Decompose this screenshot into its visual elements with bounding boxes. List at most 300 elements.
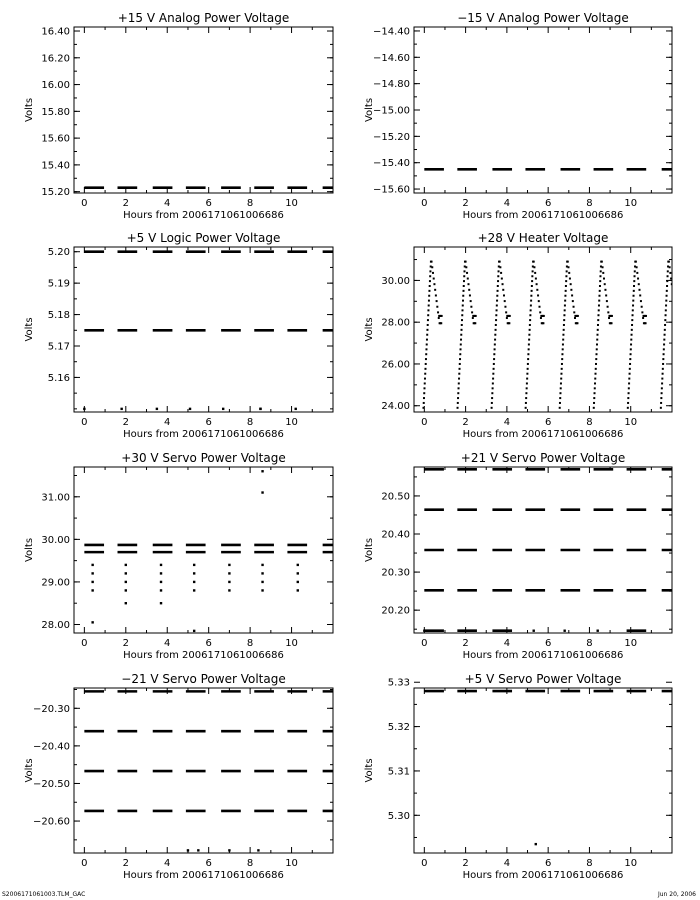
data-point [560, 378, 562, 380]
data-point [563, 314, 565, 316]
data-point [666, 295, 668, 297]
data-point [125, 581, 127, 583]
data-point [441, 315, 443, 317]
data-point [504, 306, 506, 308]
data-point [594, 378, 596, 380]
data-point [458, 378, 460, 380]
data-point [463, 275, 465, 277]
data-point [471, 311, 473, 313]
data-point [497, 285, 499, 287]
data-point [497, 290, 499, 292]
data-point [156, 408, 158, 410]
footer-date: Jun 20, 2006 [657, 891, 696, 898]
data-point [502, 289, 504, 291]
data-point [491, 392, 493, 394]
data-point [491, 407, 493, 409]
data-point [632, 314, 634, 316]
y-tick-label: 5.19 [47, 278, 70, 290]
data-point [462, 304, 464, 306]
y-tick-label: −20.30 [32, 703, 70, 715]
data-point [538, 300, 540, 302]
data-point [432, 272, 434, 274]
data-point [526, 387, 528, 389]
chart-title: +30 V Servo Power Voltage [121, 451, 286, 465]
data-point [543, 315, 545, 317]
data-point [457, 402, 459, 404]
data-point [593, 407, 595, 409]
x-tick-label: 6 [205, 638, 212, 649]
x-tick-label: 0 [81, 198, 88, 209]
data-point [427, 319, 429, 321]
data-point [664, 334, 666, 336]
x-tick-label: 8 [586, 417, 593, 428]
data-point [565, 285, 567, 287]
x-tick-label: 8 [586, 858, 593, 869]
data-point [425, 358, 427, 360]
data-point [563, 630, 565, 632]
data-point [529, 314, 531, 316]
x-tick-label: 2 [462, 858, 469, 869]
data-point [496, 295, 498, 297]
data-point [636, 266, 638, 268]
x-tick-label: 10 [624, 858, 638, 869]
data-point [462, 295, 464, 297]
data-point [533, 266, 535, 268]
data-point [666, 290, 668, 292]
y-tick-label: 28.00 [381, 317, 410, 329]
data-point [429, 275, 431, 277]
data-point [665, 314, 667, 316]
data-point [594, 392, 596, 394]
data-point [630, 353, 632, 355]
data-point [573, 311, 575, 313]
data-point [663, 339, 665, 341]
data-point [631, 334, 633, 336]
data-point [429, 285, 431, 287]
y-tick-label: 29.00 [41, 577, 70, 589]
data-point [596, 339, 598, 341]
data-point [228, 849, 230, 851]
data-point [424, 368, 426, 370]
data-point [160, 589, 162, 591]
data-point [261, 589, 263, 591]
data-point [431, 266, 433, 268]
data-point [595, 353, 597, 355]
data-point [559, 397, 561, 399]
data-point [427, 314, 429, 316]
data-point [560, 373, 562, 375]
data-point [669, 266, 671, 268]
data-point [493, 363, 495, 365]
data-point [531, 285, 533, 287]
data-point [531, 275, 533, 277]
data-point [469, 294, 471, 296]
data-point [499, 266, 501, 268]
y-tick-label: −20.50 [32, 778, 70, 790]
data-point [560, 382, 562, 384]
y-tick-label: −20.40 [32, 741, 70, 753]
data-point [537, 294, 539, 296]
y-tick-label: 20.20 [381, 605, 410, 617]
data-point [628, 378, 630, 380]
x-axis-label: Hours from 2006171061006686 [123, 210, 284, 221]
chart-panel-8 [364, 672, 681, 881]
data-point [187, 849, 189, 851]
data-point [423, 387, 425, 389]
data-point [193, 572, 195, 574]
data-point [495, 324, 497, 326]
data-point [525, 392, 527, 394]
data-point [559, 392, 561, 394]
data-point [160, 602, 162, 604]
data-point [527, 368, 529, 370]
data-point [661, 382, 663, 384]
data-point [222, 408, 224, 410]
data-point [193, 581, 195, 583]
data-point [599, 275, 601, 277]
data-point [571, 294, 573, 296]
data-point [596, 630, 598, 632]
y-tick-label: −15.20 [372, 131, 410, 143]
data-point [491, 397, 493, 399]
chart-title: +5 V Logic Power Voltage [126, 231, 281, 245]
data-point [631, 324, 633, 326]
data-point [562, 343, 564, 345]
data-point [495, 319, 497, 321]
data-point [459, 353, 461, 355]
data-point [297, 589, 299, 591]
data-point [435, 294, 437, 296]
data-point [261, 470, 263, 472]
data-point [460, 348, 462, 350]
y-tick-label: 16.20 [41, 53, 70, 65]
chart-title: −21 V Servo Power Voltage [121, 672, 286, 686]
data-point [561, 353, 563, 355]
data-point [605, 294, 607, 296]
data-point [527, 353, 529, 355]
data-point [662, 368, 664, 370]
data-point [628, 382, 630, 384]
data-point [660, 397, 662, 399]
data-point [564, 300, 566, 302]
data-point [461, 319, 463, 321]
data-point [532, 270, 534, 272]
x-tick-label: 4 [164, 638, 171, 649]
data-point [437, 311, 439, 313]
data-point [565, 275, 567, 277]
y-tick-label: 5.16 [47, 372, 70, 384]
x-tick-label: 8 [586, 198, 593, 209]
data-point [606, 300, 608, 302]
data-point [470, 300, 472, 302]
data-point [429, 270, 431, 272]
data-point [569, 278, 571, 280]
y-axis-label: Volts [364, 97, 375, 123]
data-point [664, 324, 666, 326]
x-tick-label: 0 [81, 638, 88, 649]
data-point [640, 300, 642, 302]
data-point [561, 368, 563, 370]
data-point [601, 261, 603, 263]
data-point [474, 322, 476, 324]
data-point [530, 304, 532, 306]
plot-frame [74, 27, 333, 193]
data-point [125, 589, 127, 591]
data-point [595, 363, 597, 365]
chart-panel-1 [24, 11, 342, 221]
data-point [607, 311, 609, 313]
x-tick-label: 0 [421, 198, 428, 209]
data-point [525, 397, 527, 399]
data-point [492, 382, 494, 384]
x-axis-label: Hours from 2006171061006686 [462, 870, 624, 881]
data-point [595, 358, 597, 360]
data-point [630, 339, 632, 341]
x-axis-label: Hours from 2006171061006686 [123, 429, 284, 440]
data-point [193, 589, 195, 591]
data-point [125, 602, 127, 604]
data-point [664, 329, 666, 331]
data-point [561, 358, 563, 360]
data-point [259, 408, 261, 410]
data-point [632, 300, 634, 302]
data-point [428, 295, 430, 297]
x-tick-label: 2 [122, 638, 129, 649]
y-axis-label: Volts [24, 537, 35, 563]
data-point [530, 300, 532, 302]
data-point [598, 295, 600, 297]
data-point [461, 314, 463, 316]
data-point [91, 589, 93, 591]
data-point [458, 382, 460, 384]
data-point [633, 280, 635, 282]
data-point [559, 402, 561, 404]
data-point [423, 402, 425, 404]
y-tick-label: 15.20 [41, 187, 70, 199]
data-point [91, 564, 93, 566]
data-point [461, 329, 463, 331]
data-point [502, 283, 504, 285]
data-point [667, 275, 669, 277]
y-tick-label: 26.00 [381, 359, 410, 371]
data-point [530, 309, 532, 311]
data-point [577, 315, 579, 317]
data-point [494, 339, 496, 341]
data-point [436, 306, 438, 308]
y-tick-label: 15.80 [41, 106, 70, 118]
data-point [193, 564, 195, 566]
data-point [635, 261, 637, 263]
x-axis-label: Hours from 2006171061006686 [123, 870, 284, 881]
data-point [496, 309, 498, 311]
data-point [426, 339, 428, 341]
data-point [495, 314, 497, 316]
y-axis-label: Volts [364, 317, 375, 342]
y-tick-label: −15.60 [372, 184, 410, 196]
data-point [261, 564, 263, 566]
data-point [670, 278, 672, 280]
data-point [594, 382, 596, 384]
data-point [662, 358, 664, 360]
y-tick-label: −14.80 [372, 79, 410, 91]
x-tick-label: 0 [421, 638, 428, 649]
data-point [493, 358, 495, 360]
data-point [663, 353, 665, 355]
x-axis-label: Hours from 2006171061006686 [462, 650, 624, 661]
x-tick-label: 8 [246, 417, 254, 428]
data-point [529, 319, 531, 321]
y-tick-label: 5.20 [47, 247, 70, 259]
data-point [467, 283, 469, 285]
data-point [425, 363, 427, 365]
data-point [633, 290, 635, 292]
x-tick-label: 6 [205, 858, 212, 869]
data-point [533, 261, 535, 263]
data-point [427, 324, 429, 326]
data-point [633, 285, 635, 287]
y-tick-label: 5.31 [387, 766, 410, 778]
data-point [494, 348, 496, 350]
data-point [594, 387, 596, 389]
data-point [633, 295, 635, 297]
y-tick-label: −15.40 [372, 158, 410, 170]
data-point [458, 387, 460, 389]
data-point [629, 358, 631, 360]
data-point [189, 408, 191, 410]
x-tick-label: 2 [462, 638, 469, 649]
data-point [668, 261, 670, 263]
data-point [530, 295, 532, 297]
data-point [599, 280, 601, 282]
data-point [492, 373, 494, 375]
data-point [540, 317, 542, 319]
data-point [663, 343, 665, 345]
data-point [462, 290, 464, 292]
data-point [598, 300, 600, 302]
x-tick-label: 4 [503, 417, 511, 428]
data-point [295, 408, 297, 410]
data-point [525, 402, 527, 404]
data-point [661, 392, 663, 394]
y-tick-label: 30.00 [381, 275, 410, 287]
data-point [503, 294, 505, 296]
data-point [434, 289, 436, 291]
footer-source-file: S2006171061003.TLM_GAC [2, 891, 86, 898]
chart-title: +28 V Heater Voltage [477, 231, 609, 245]
data-point [492, 378, 494, 380]
data-point [595, 373, 597, 375]
data-point [424, 373, 426, 375]
data-point [563, 324, 565, 326]
x-tick-label: 10 [624, 417, 638, 428]
data-point [422, 407, 424, 409]
data-point [641, 306, 643, 308]
y-axis-label: Volts [364, 758, 375, 783]
data-point [660, 402, 662, 404]
data-point [566, 270, 568, 272]
data-point [457, 397, 459, 399]
data-point [465, 261, 467, 263]
data-point [570, 289, 572, 291]
chart-panel-2 [364, 11, 681, 221]
plot-data [84, 691, 342, 851]
data-point [120, 408, 122, 410]
y-tick-label: 5.18 [47, 310, 70, 322]
data-point [596, 348, 598, 350]
y-tick-label: −20.60 [32, 816, 70, 828]
data-point [457, 392, 459, 394]
data-point [125, 564, 127, 566]
data-point [426, 329, 428, 331]
chart-panel-7 [24, 672, 342, 881]
data-point [667, 270, 669, 272]
data-point [536, 283, 538, 285]
data-point [562, 339, 564, 341]
data-point [505, 311, 507, 313]
data-point [528, 334, 530, 336]
x-tick-label: 4 [503, 198, 511, 209]
data-point [604, 289, 606, 291]
data-point [632, 304, 634, 306]
data-point [638, 283, 640, 285]
data-point [297, 564, 299, 566]
x-axis-label: Hours from 2006171061006686 [462, 429, 624, 440]
data-point [228, 589, 230, 591]
data-point [560, 387, 562, 389]
data-point [662, 373, 664, 375]
data-point [563, 319, 565, 321]
y-tick-label: 5.33 [387, 677, 410, 689]
data-point [297, 581, 299, 583]
data-point [528, 348, 530, 350]
data-point [491, 402, 493, 404]
chart-panel-3 [24, 231, 342, 440]
data-point [600, 270, 602, 272]
data-point [228, 564, 230, 566]
data-point [611, 315, 613, 317]
data-point [428, 290, 430, 292]
y-tick-label: 31.00 [41, 492, 70, 504]
data-point [559, 407, 561, 409]
data-point [629, 363, 631, 365]
data-point [663, 348, 665, 350]
data-point [475, 315, 477, 317]
data-point [459, 358, 461, 360]
y-axis-label: Volts [364, 537, 375, 563]
data-point [472, 317, 474, 319]
data-point [226, 329, 228, 331]
chart-title: +15 V Analog Power Voltage [117, 11, 290, 25]
data-point [666, 285, 668, 287]
plot-data [423, 469, 681, 632]
data-point [494, 343, 496, 345]
y-tick-label: 15.40 [41, 160, 70, 172]
x-tick-label: 6 [205, 198, 212, 209]
data-point [627, 397, 629, 399]
data-point [564, 304, 566, 306]
data-point [637, 278, 639, 280]
data-point [661, 387, 663, 389]
data-point [261, 581, 263, 583]
data-point [425, 353, 427, 355]
data-point [639, 294, 641, 296]
data-point [465, 266, 467, 268]
data-point [492, 387, 494, 389]
data-point [197, 849, 199, 851]
data-point [603, 278, 605, 280]
data-point [193, 630, 195, 632]
data-point [508, 322, 510, 324]
